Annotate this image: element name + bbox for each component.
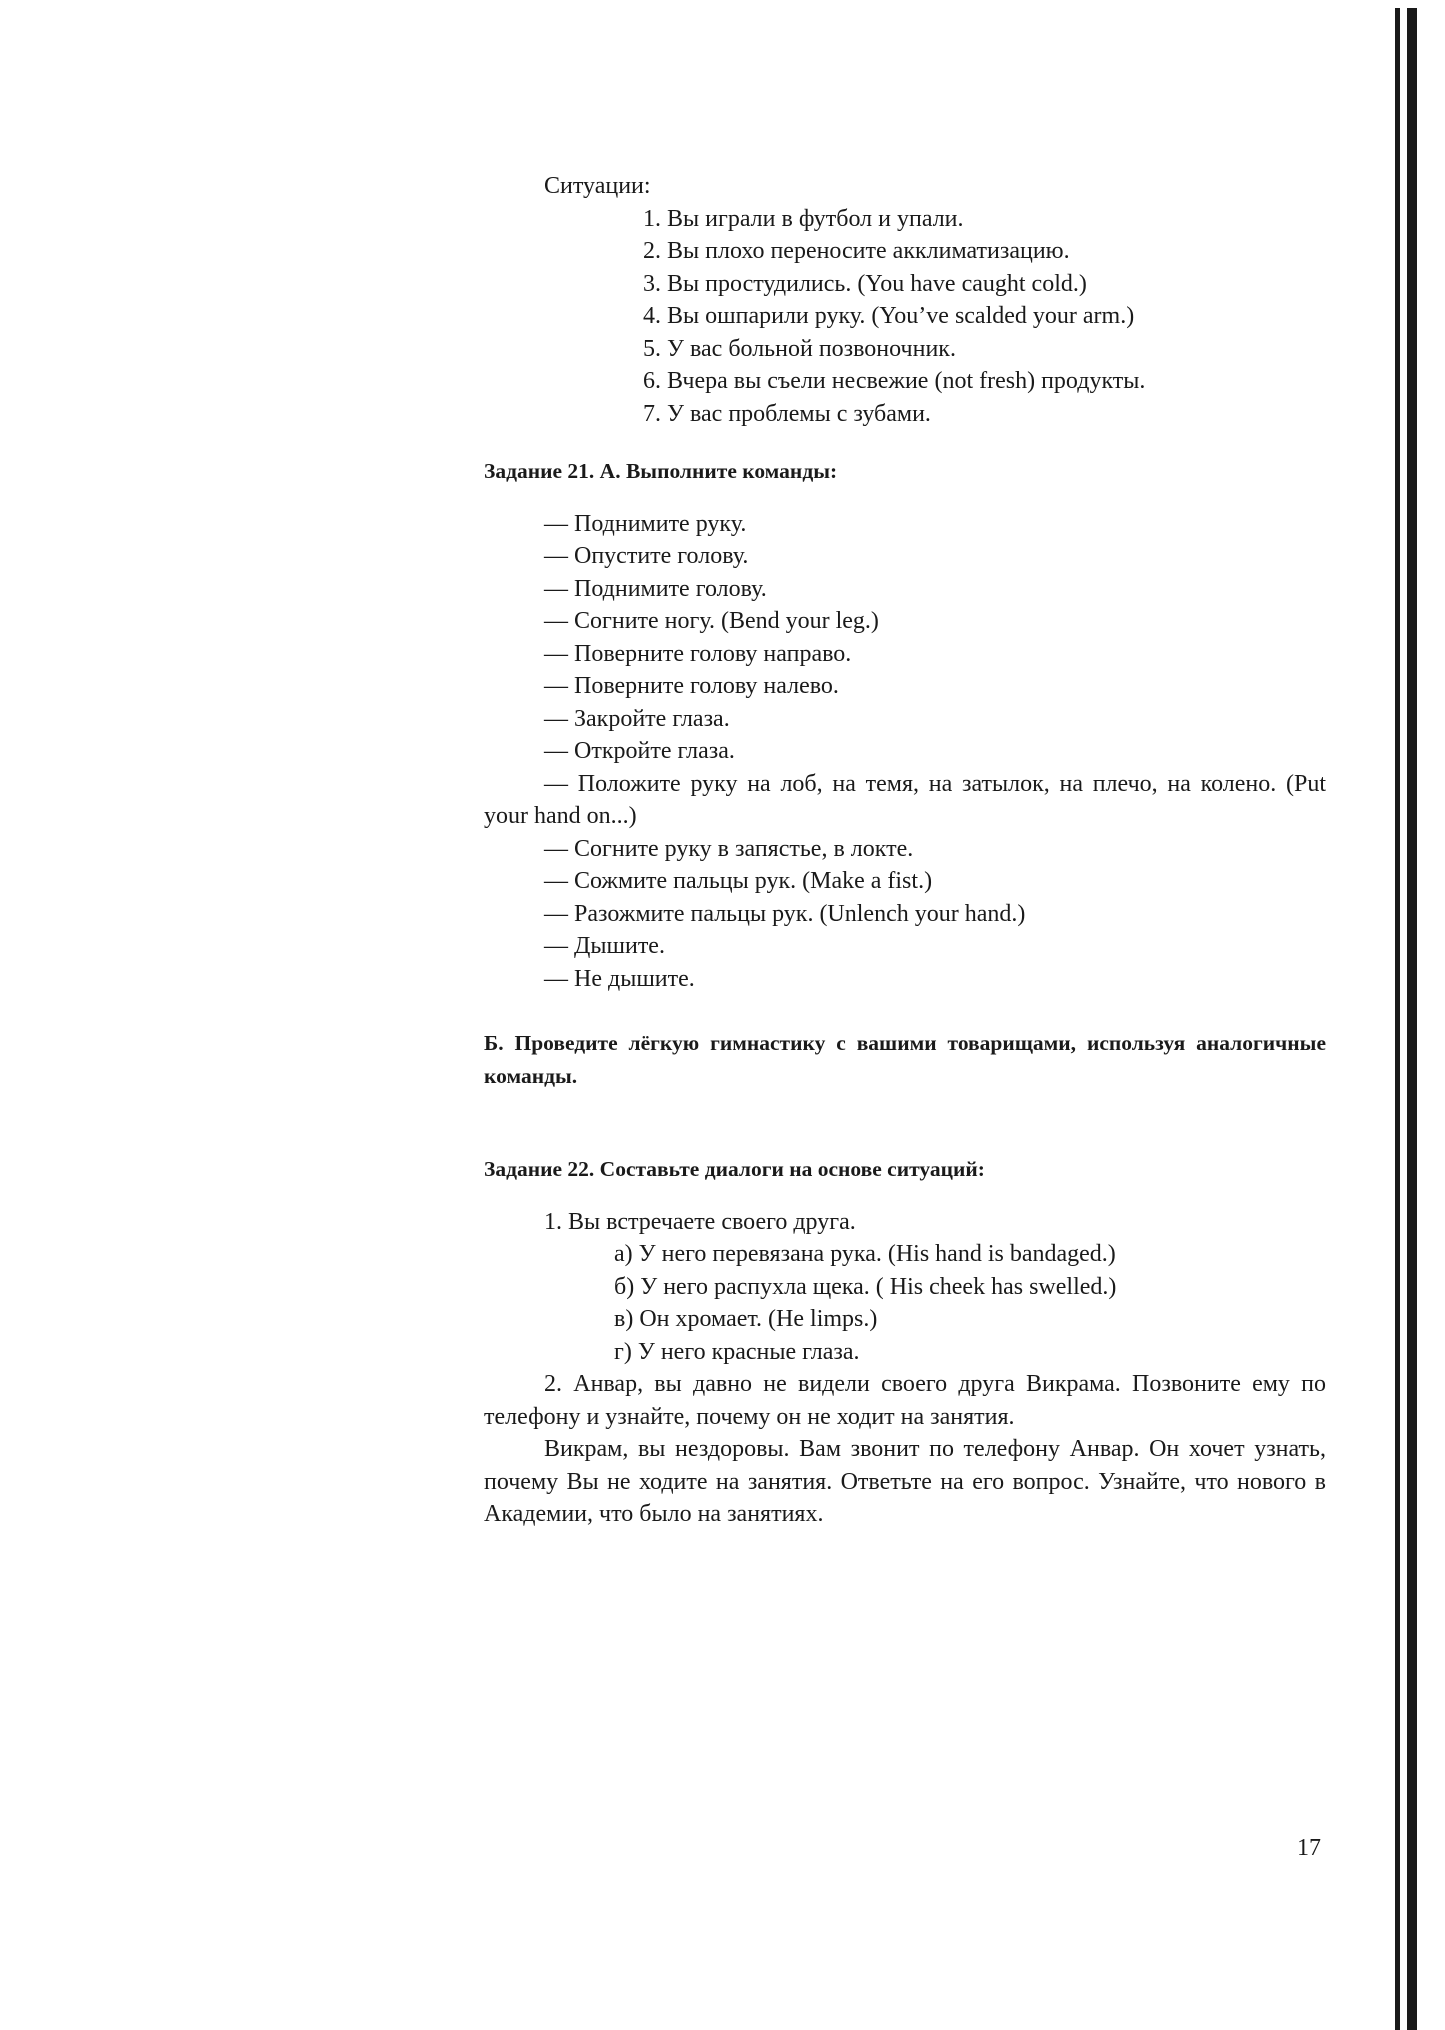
- list-item: 4. Вы ошпарили руку. (You’ve scalded your arm.): [643, 303, 1135, 329]
- list-item: — Поверните голову направо.: [544, 640, 852, 667]
- task-22-content: [484, 1206, 1326, 1531]
- list-item: 3. Вы простудились. (You have caught cold.): [643, 270, 1087, 297]
- task-22-paragraph-3: Викрам, вы нездоровы. Вам звонит по телефону Анвар. Он хочет узнать, почему Вы не ходите на занятия. Ответьте на его вопрос. Узнайте, что нового в Академии, что было на занятиях.: [484, 1436, 1326, 1527]
- list-item: — Закройте глаза.: [544, 705, 730, 732]
- list-item: 1. Вы встречаете своего друга.: [544, 1208, 856, 1235]
- list-item-long: — Положите руку на лоб, на темя, на затылок, на плечо, на колено. (Put your hand on...): [484, 770, 1326, 829]
- list-item: — Поднимите голову.: [544, 575, 767, 602]
- list-item: — Откройте глаза.: [544, 738, 735, 764]
- sub-list-item: б) У него распухла щека. ( His cheek has swelled.): [614, 1273, 1117, 1300]
- sub-list-item: в) Он хромает. (He limps.): [614, 1306, 878, 1332]
- list-item: 5. У вас больной позвоночник.: [643, 335, 956, 362]
- sub-list-item: г) У него красные глаза.: [614, 1338, 860, 1365]
- list-item: — Опустите голову.: [544, 543, 749, 569]
- page-content: [484, 170, 1326, 1531]
- task-21-heading: Задание 21. А. Выполните команды:: [484, 459, 838, 483]
- task-22-paragraph-2: 2. Анвар, вы давно не видели своего друга Викрама. Позвоните ему по телефону и узнайте, почему он не ходит на занятия.: [484, 1371, 1326, 1430]
- list-item: — Поднимите руку.: [544, 510, 747, 537]
- sub-list-item: а) У него перевязана рука. (His hand is bandaged.): [614, 1241, 1116, 1267]
- task-21-commands: [484, 508, 1326, 996]
- list-item: 1. Вы играли в футбол и упали.: [643, 205, 964, 232]
- task-21-part-b: Б. Проведите лёгкую гимнастику с вашими товарищами, используя аналогичные команды.: [484, 1031, 1326, 1088]
- list-item: — Согните руку в запястье, в локте.: [544, 835, 914, 862]
- list-item: 2. Вы плохо переносите акклиматизацию.: [643, 238, 1070, 264]
- list-item: — Поверните голову налево.: [544, 673, 839, 699]
- list-item: — Дышите.: [544, 933, 665, 959]
- list-item: — Сожмите пальцы рук. (Make a fist.): [544, 868, 933, 894]
- situations-heading: Ситуации:: [544, 173, 651, 199]
- binding-edge-thick-bar: [1407, 8, 1417, 2030]
- situations-list: [484, 203, 1326, 431]
- page-number: 17: [1297, 1835, 1321, 1861]
- binding-edge-thin-bar: [1395, 8, 1400, 2030]
- list-item: 6. Вчера вы съели несвежие (not fresh) продукты.: [643, 368, 1146, 394]
- list-item: — Согните ногу. (Bend your leg.): [544, 608, 879, 634]
- task-22-heading: Задание 22. Составьте диалоги на основе ситуаций:: [484, 1157, 985, 1181]
- list-item: — Разожмите пальцы рук. (Unlench your hand.): [544, 900, 1026, 927]
- list-item: 7. У вас проблемы с зубами.: [643, 400, 931, 427]
- list-item: — Не дышите.: [544, 965, 695, 992]
